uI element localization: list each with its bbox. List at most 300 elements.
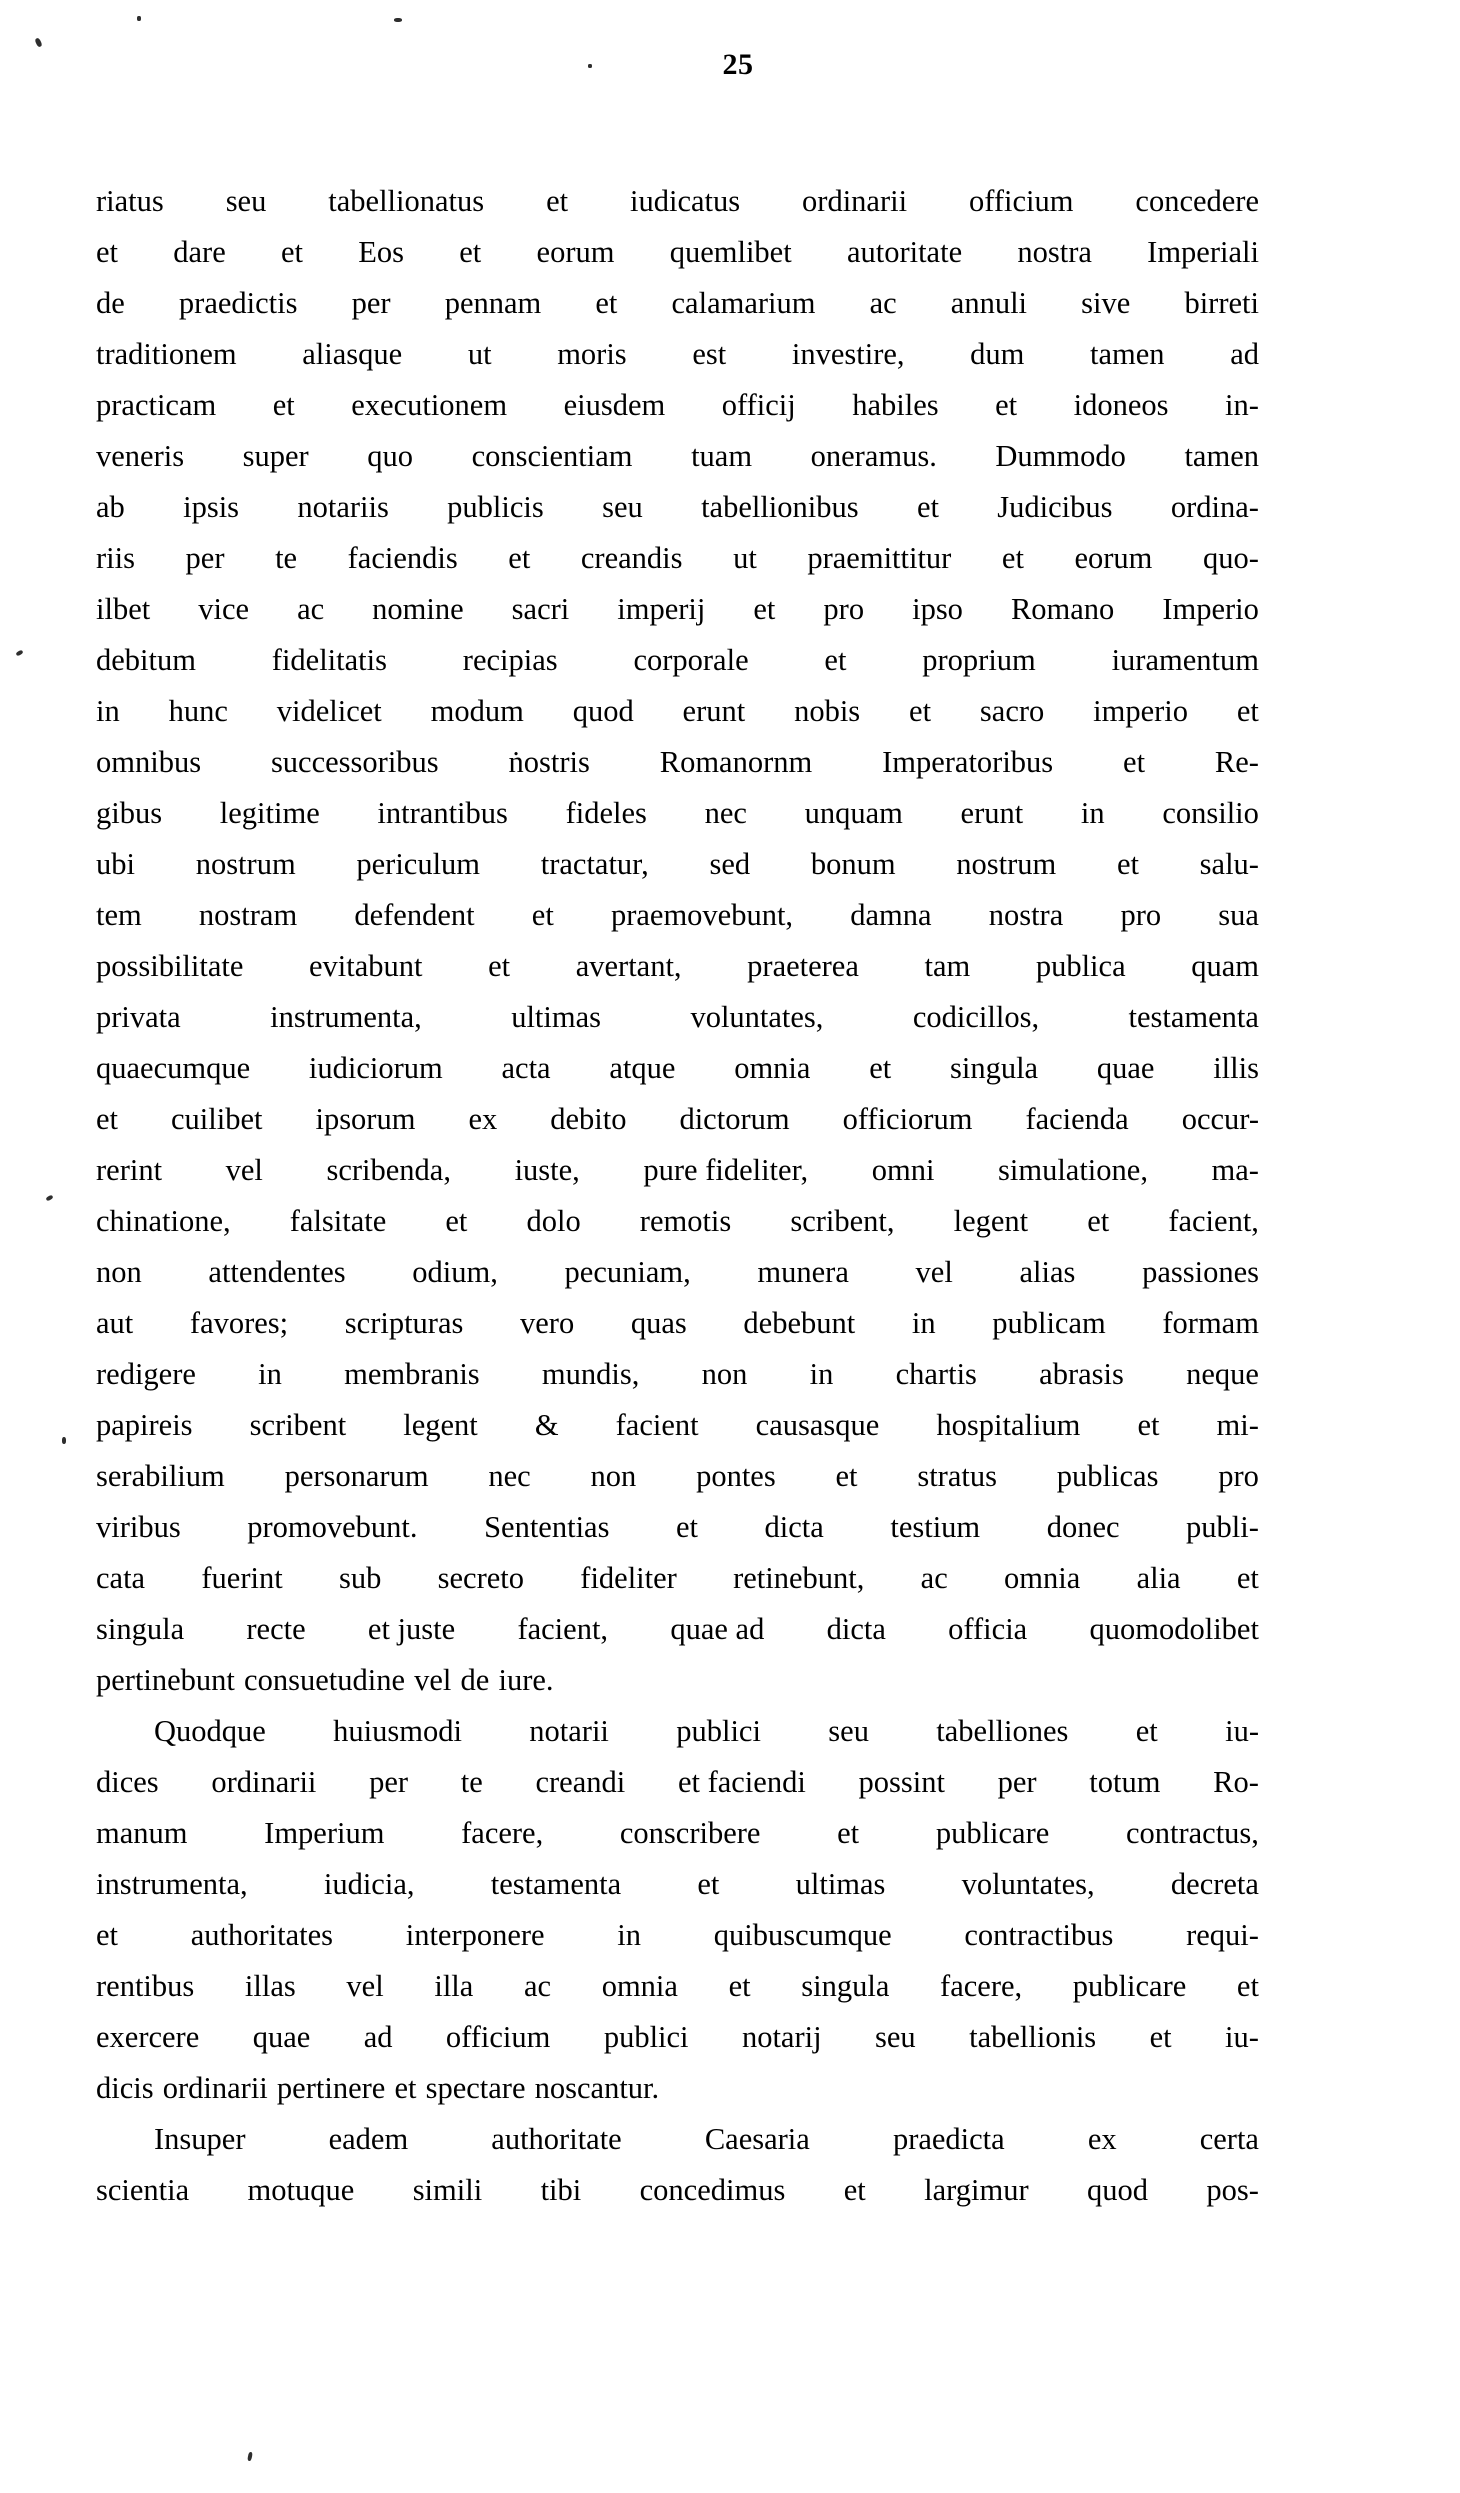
word: fideles xyxy=(565,796,647,830)
word: videlicet xyxy=(276,694,382,728)
word: sua xyxy=(1218,898,1259,932)
word: seu xyxy=(875,2020,916,2054)
word: et xyxy=(1236,1561,1259,1595)
word: scribenda, xyxy=(326,1153,451,1187)
word: tuam xyxy=(691,439,753,473)
word: et xyxy=(272,388,295,422)
word: et xyxy=(508,541,531,575)
word: imperio xyxy=(1093,694,1188,728)
word: concedere xyxy=(1135,184,1259,218)
word: Romano xyxy=(1010,592,1115,626)
text-line xyxy=(96,839,1259,890)
text-line xyxy=(96,1094,1259,1145)
text-line xyxy=(96,584,1259,635)
word: illa xyxy=(434,1969,474,2003)
word: de xyxy=(460,1663,490,1697)
word: modum xyxy=(430,694,524,728)
word: scribent xyxy=(249,1408,347,1442)
word: facienda xyxy=(1025,1102,1129,1136)
word: legent xyxy=(403,1408,478,1442)
word: ilbet xyxy=(96,592,151,626)
word: riatus xyxy=(96,184,164,218)
word: instrumenta, xyxy=(270,1000,422,1034)
text-line xyxy=(96,1859,1259,1910)
word: per xyxy=(185,541,225,575)
word: et xyxy=(916,490,939,524)
word: per xyxy=(997,1765,1037,1799)
word: nec xyxy=(488,1459,531,1493)
word: nomine xyxy=(372,592,464,626)
word: et xyxy=(835,1459,858,1493)
word: mi- xyxy=(1216,1408,1259,1442)
word: quo- xyxy=(1202,541,1259,575)
word: nobis xyxy=(794,694,861,728)
word: nec xyxy=(704,796,747,830)
word: publici xyxy=(603,2020,689,2054)
word: tibi xyxy=(540,2173,582,2207)
word: facient xyxy=(615,1408,699,1442)
word: in xyxy=(1080,796,1105,830)
word: nostrum xyxy=(956,847,1057,881)
word: mundis, xyxy=(541,1357,640,1391)
text-line xyxy=(96,1604,1259,1655)
word: facere, xyxy=(461,1816,544,1850)
word: quo xyxy=(367,439,414,473)
word: conscribere xyxy=(619,1816,761,1850)
word: personarum xyxy=(284,1459,429,1493)
word: eiusdem xyxy=(563,388,666,422)
word: proprium xyxy=(922,643,1036,677)
word: eorum xyxy=(536,235,615,269)
word: faciendis xyxy=(347,541,458,575)
word: scribent, xyxy=(790,1204,895,1238)
word: tamen xyxy=(1090,337,1165,371)
word: odium, xyxy=(412,1255,498,1289)
word: debitum xyxy=(96,643,196,677)
word: calamarium xyxy=(671,286,816,320)
word: officiorum xyxy=(842,1102,973,1136)
word: et xyxy=(394,2071,417,2105)
word: pennam xyxy=(444,286,542,320)
text-line xyxy=(96,1757,1259,1808)
word: facere, xyxy=(940,1969,1023,2003)
word: pro xyxy=(1218,1459,1259,1493)
scan-speck xyxy=(137,16,141,21)
text-line xyxy=(96,1043,1259,1094)
scan-speck xyxy=(45,1195,53,1202)
word: ut xyxy=(467,337,492,371)
word: et xyxy=(824,643,847,677)
word: et juste xyxy=(367,1612,456,1646)
word: motuque xyxy=(247,2173,355,2207)
word: huiusmodi xyxy=(333,1714,462,1748)
text-line xyxy=(96,278,1259,329)
word: concedimus xyxy=(639,2173,786,2207)
word: et faciendi xyxy=(677,1765,806,1799)
word: birreti xyxy=(1184,286,1259,320)
word: officij xyxy=(721,388,796,422)
word: dices xyxy=(96,1765,159,1799)
paragraph xyxy=(96,176,1259,1706)
word: publica xyxy=(1035,949,1126,983)
word: gibus xyxy=(96,796,163,830)
word: unquam xyxy=(804,796,903,830)
word: dicta xyxy=(764,1510,824,1544)
word: dare xyxy=(173,235,226,269)
word: vel xyxy=(346,1969,384,2003)
text-line xyxy=(96,1145,1259,1196)
word: occur- xyxy=(1181,1102,1259,1136)
word: nostrum xyxy=(195,847,296,881)
word: ut xyxy=(733,541,757,575)
word: contractus, xyxy=(1125,1816,1259,1850)
word: rentibus xyxy=(96,1969,195,2003)
word: rerint xyxy=(96,1153,163,1187)
word: tamen xyxy=(1184,439,1259,473)
word: ex xyxy=(468,1102,498,1136)
word: nostram xyxy=(198,898,298,932)
word: viribus xyxy=(96,1510,181,1544)
word: et xyxy=(96,235,119,269)
text-line xyxy=(96,176,1259,227)
word: publicare xyxy=(1072,1969,1187,2003)
page-number: 25 xyxy=(722,48,754,81)
word: evitabunt xyxy=(309,949,423,983)
word: ad xyxy=(363,2020,393,2054)
word: hospitalium xyxy=(936,1408,1081,1442)
word: testamenta xyxy=(1128,1000,1259,1034)
word: abrasis xyxy=(1039,1357,1124,1391)
word: noscantur. xyxy=(534,2071,660,2105)
word: defendent xyxy=(354,898,475,932)
word: ac xyxy=(869,286,897,320)
word: executionem xyxy=(351,388,508,422)
word: Romanornm xyxy=(659,745,813,779)
text-line xyxy=(96,227,1259,278)
word: singula xyxy=(96,1612,185,1646)
word: tem xyxy=(96,898,142,932)
word: redigere xyxy=(96,1357,196,1391)
word: et xyxy=(1236,694,1259,728)
word: et xyxy=(1087,1204,1110,1238)
word: pro xyxy=(823,592,865,626)
text-line xyxy=(96,992,1259,1043)
word: ipso xyxy=(912,592,963,626)
text-line xyxy=(96,482,1259,533)
word: damna xyxy=(850,898,932,932)
word: ipsis xyxy=(183,490,240,524)
word: creandi xyxy=(535,1765,626,1799)
word: singula xyxy=(801,1969,890,2003)
word: iuste, xyxy=(514,1153,580,1187)
word: praedictis xyxy=(178,286,298,320)
word: avertant, xyxy=(575,949,682,983)
word: privata xyxy=(96,1000,181,1034)
text-line xyxy=(96,1247,1259,1298)
text-line xyxy=(96,1349,1259,1400)
text-line xyxy=(96,380,1259,431)
word: pertinere xyxy=(276,2071,386,2105)
word: et xyxy=(488,949,511,983)
text-line xyxy=(96,1910,1259,1961)
text-line xyxy=(96,635,1259,686)
word: Caesaria xyxy=(704,2122,810,2156)
word: codicillos, xyxy=(912,1000,1040,1034)
word: quaecumque xyxy=(96,1051,251,1085)
text-line xyxy=(96,533,1259,584)
text-line xyxy=(96,1961,1259,2012)
word: quae ad xyxy=(670,1612,765,1646)
scan-speck xyxy=(62,1437,66,1444)
word: te xyxy=(460,1765,483,1799)
word: ac xyxy=(297,592,325,626)
word: idoneos xyxy=(1073,388,1169,422)
word: oneramus. xyxy=(810,439,937,473)
word: sub xyxy=(338,1561,382,1595)
word: praedicta xyxy=(892,2122,1005,2156)
word: ordinarii xyxy=(211,1765,317,1799)
word: et xyxy=(531,898,554,932)
word: non xyxy=(701,1357,748,1391)
word: certa xyxy=(1199,2122,1259,2156)
word: imperij xyxy=(617,592,706,626)
word: iure. xyxy=(498,1663,554,1697)
word: publici xyxy=(676,1714,761,1748)
word: et xyxy=(1135,1714,1158,1748)
word: fuerint xyxy=(201,1561,283,1595)
word: publicam xyxy=(992,1306,1106,1340)
word: tabellionatus xyxy=(328,184,485,218)
word: Quodque xyxy=(154,1714,266,1748)
word: praeterea xyxy=(747,949,859,983)
word: iu- xyxy=(1225,2020,1259,2054)
word: et xyxy=(445,1204,468,1238)
word: omnia xyxy=(1004,1561,1081,1595)
text-line xyxy=(96,2012,1259,2063)
word: et xyxy=(843,2173,866,2207)
word: in xyxy=(617,1918,642,1952)
word: tabelliones xyxy=(936,1714,1069,1748)
text-line xyxy=(96,686,1259,737)
word: seu xyxy=(602,490,643,524)
word: officia xyxy=(948,1612,1028,1646)
word: et xyxy=(1236,1969,1259,2003)
word: facient, xyxy=(1168,1204,1259,1238)
word: erunt xyxy=(960,796,1024,830)
word: alias xyxy=(1019,1255,1076,1289)
text-line xyxy=(96,431,1259,482)
word: munera xyxy=(757,1255,849,1289)
word: ordinarii xyxy=(802,184,908,218)
word: moris xyxy=(557,337,627,371)
word: successoribus xyxy=(270,745,439,779)
word: ab xyxy=(96,490,125,524)
word: vero xyxy=(520,1306,575,1340)
word: publicare xyxy=(935,1816,1050,1850)
word: Imperiali xyxy=(1147,235,1259,269)
word: traditionem xyxy=(96,337,237,371)
word: in xyxy=(96,694,120,728)
word: authoritate xyxy=(491,2122,622,2156)
word: quae xyxy=(1096,1051,1155,1085)
word: Sententias xyxy=(484,1510,610,1544)
word: Eos xyxy=(358,235,405,269)
word: vel xyxy=(915,1255,953,1289)
word: periculum xyxy=(356,847,481,881)
word: dictorum xyxy=(679,1102,790,1136)
word: in- xyxy=(1225,388,1259,422)
word: attendentes xyxy=(208,1255,346,1289)
word: ultimas xyxy=(511,1000,601,1034)
scan-speck xyxy=(588,64,592,68)
word: et xyxy=(595,286,618,320)
text-line xyxy=(96,2114,1259,2165)
word: quae xyxy=(252,2020,311,2054)
text-line xyxy=(96,788,1259,839)
word: creandis xyxy=(580,541,683,575)
word: iuramentum xyxy=(1111,643,1259,677)
text-line xyxy=(96,1655,1259,1706)
word: Ro- xyxy=(1213,1765,1259,1799)
word: dum xyxy=(970,337,1025,371)
word: vel xyxy=(414,1663,452,1697)
word: et xyxy=(96,1918,119,1952)
paragraph xyxy=(96,1706,1259,2114)
word: ordinarii xyxy=(162,2071,268,2105)
word: vice xyxy=(198,592,250,626)
word: sive xyxy=(1081,286,1131,320)
word: testamenta xyxy=(490,1867,622,1901)
word: et xyxy=(753,592,776,626)
word: donec xyxy=(1046,1510,1120,1544)
word: autoritate xyxy=(846,235,963,269)
word: chartis xyxy=(895,1357,977,1391)
word: tam xyxy=(924,949,971,983)
word: favores; xyxy=(189,1306,289,1340)
word: quas xyxy=(630,1306,687,1340)
text-line xyxy=(96,737,1259,788)
word: iudiciorum xyxy=(308,1051,443,1085)
word: possint xyxy=(858,1765,945,1799)
word: et xyxy=(1123,745,1146,779)
word: stratus xyxy=(917,1459,997,1493)
word: et xyxy=(281,235,304,269)
word: fidelitatis xyxy=(271,643,387,677)
word: tractatur, xyxy=(540,847,649,881)
word: Insuper xyxy=(154,2122,246,2156)
word: officium xyxy=(445,2020,551,2054)
word: legent xyxy=(953,1204,1029,1238)
word: formam xyxy=(1162,1306,1259,1340)
paragraph xyxy=(96,2114,1259,2216)
word: recte xyxy=(246,1612,306,1646)
word: notarii xyxy=(529,1714,609,1748)
word: aliasque xyxy=(302,337,403,371)
word: consuetudine xyxy=(244,1663,405,1697)
word: et xyxy=(1137,1408,1160,1442)
word: et xyxy=(909,694,932,728)
word: consilio xyxy=(1162,796,1259,830)
word: facient, xyxy=(517,1612,609,1646)
word: ultimas xyxy=(795,1867,886,1901)
word: dicis xyxy=(96,2071,154,2105)
text-line xyxy=(96,1808,1259,1859)
word: atque xyxy=(609,1051,676,1085)
word: manum xyxy=(96,1816,188,1850)
word: corporale xyxy=(633,643,749,677)
word: tabellionibus xyxy=(701,490,859,524)
word: hunc xyxy=(168,694,228,728)
word: acta xyxy=(501,1051,551,1085)
word: per xyxy=(351,286,391,320)
word: ex xyxy=(1087,2122,1117,2156)
word: super xyxy=(242,439,309,473)
word: habiles xyxy=(852,388,939,422)
word: seu xyxy=(225,184,267,218)
word: et xyxy=(675,1510,698,1544)
word: omnia xyxy=(601,1969,678,2003)
word: pecuniam, xyxy=(564,1255,691,1289)
word: notariis xyxy=(297,490,389,524)
text-line xyxy=(96,1553,1259,1604)
word: secreto xyxy=(437,1561,524,1595)
word: interponere xyxy=(405,1918,545,1952)
word: omnia xyxy=(734,1051,811,1085)
word: in xyxy=(258,1357,282,1391)
word: Judicibus xyxy=(997,490,1113,524)
text-line xyxy=(96,941,1259,992)
word: pos- xyxy=(1206,2173,1259,2207)
word: per xyxy=(369,1765,409,1799)
word: legitime xyxy=(219,796,320,830)
word: ubi xyxy=(96,847,135,881)
word: publi- xyxy=(1186,1510,1259,1544)
word: ma- xyxy=(1211,1153,1259,1187)
word: debito xyxy=(550,1102,627,1136)
word: singula xyxy=(949,1051,1039,1085)
word: in xyxy=(809,1357,834,1391)
word: seu xyxy=(828,1714,869,1748)
word: falsitate xyxy=(289,1204,387,1238)
text-line xyxy=(96,1706,1259,1757)
word: exercere xyxy=(96,2020,200,2054)
word: authoritates xyxy=(190,1918,334,1952)
word: riis xyxy=(96,541,135,575)
word: debebunt xyxy=(743,1306,856,1340)
word: est xyxy=(692,337,727,371)
word: ordina- xyxy=(1170,490,1259,524)
word: bonum xyxy=(810,847,896,881)
body-text-block xyxy=(96,176,1259,2216)
word: pro xyxy=(1120,898,1162,932)
word: chinatione, xyxy=(96,1204,231,1238)
text-line xyxy=(96,1400,1259,1451)
word: et xyxy=(96,1102,119,1136)
word: intrantibus xyxy=(377,796,508,830)
word: scripturas xyxy=(344,1306,464,1340)
word: Imperio xyxy=(1162,592,1259,626)
word: illis xyxy=(1213,1051,1259,1085)
word: voluntates, xyxy=(690,1000,824,1034)
text-line xyxy=(96,2063,1259,2114)
word: investire, xyxy=(791,337,905,371)
word: in xyxy=(911,1306,936,1340)
word: promovebunt. xyxy=(247,1510,418,1544)
word: notarij xyxy=(741,2020,822,2054)
word: spectare xyxy=(425,2071,526,2105)
word: remotis xyxy=(639,1204,732,1238)
text-line xyxy=(96,1502,1259,1553)
